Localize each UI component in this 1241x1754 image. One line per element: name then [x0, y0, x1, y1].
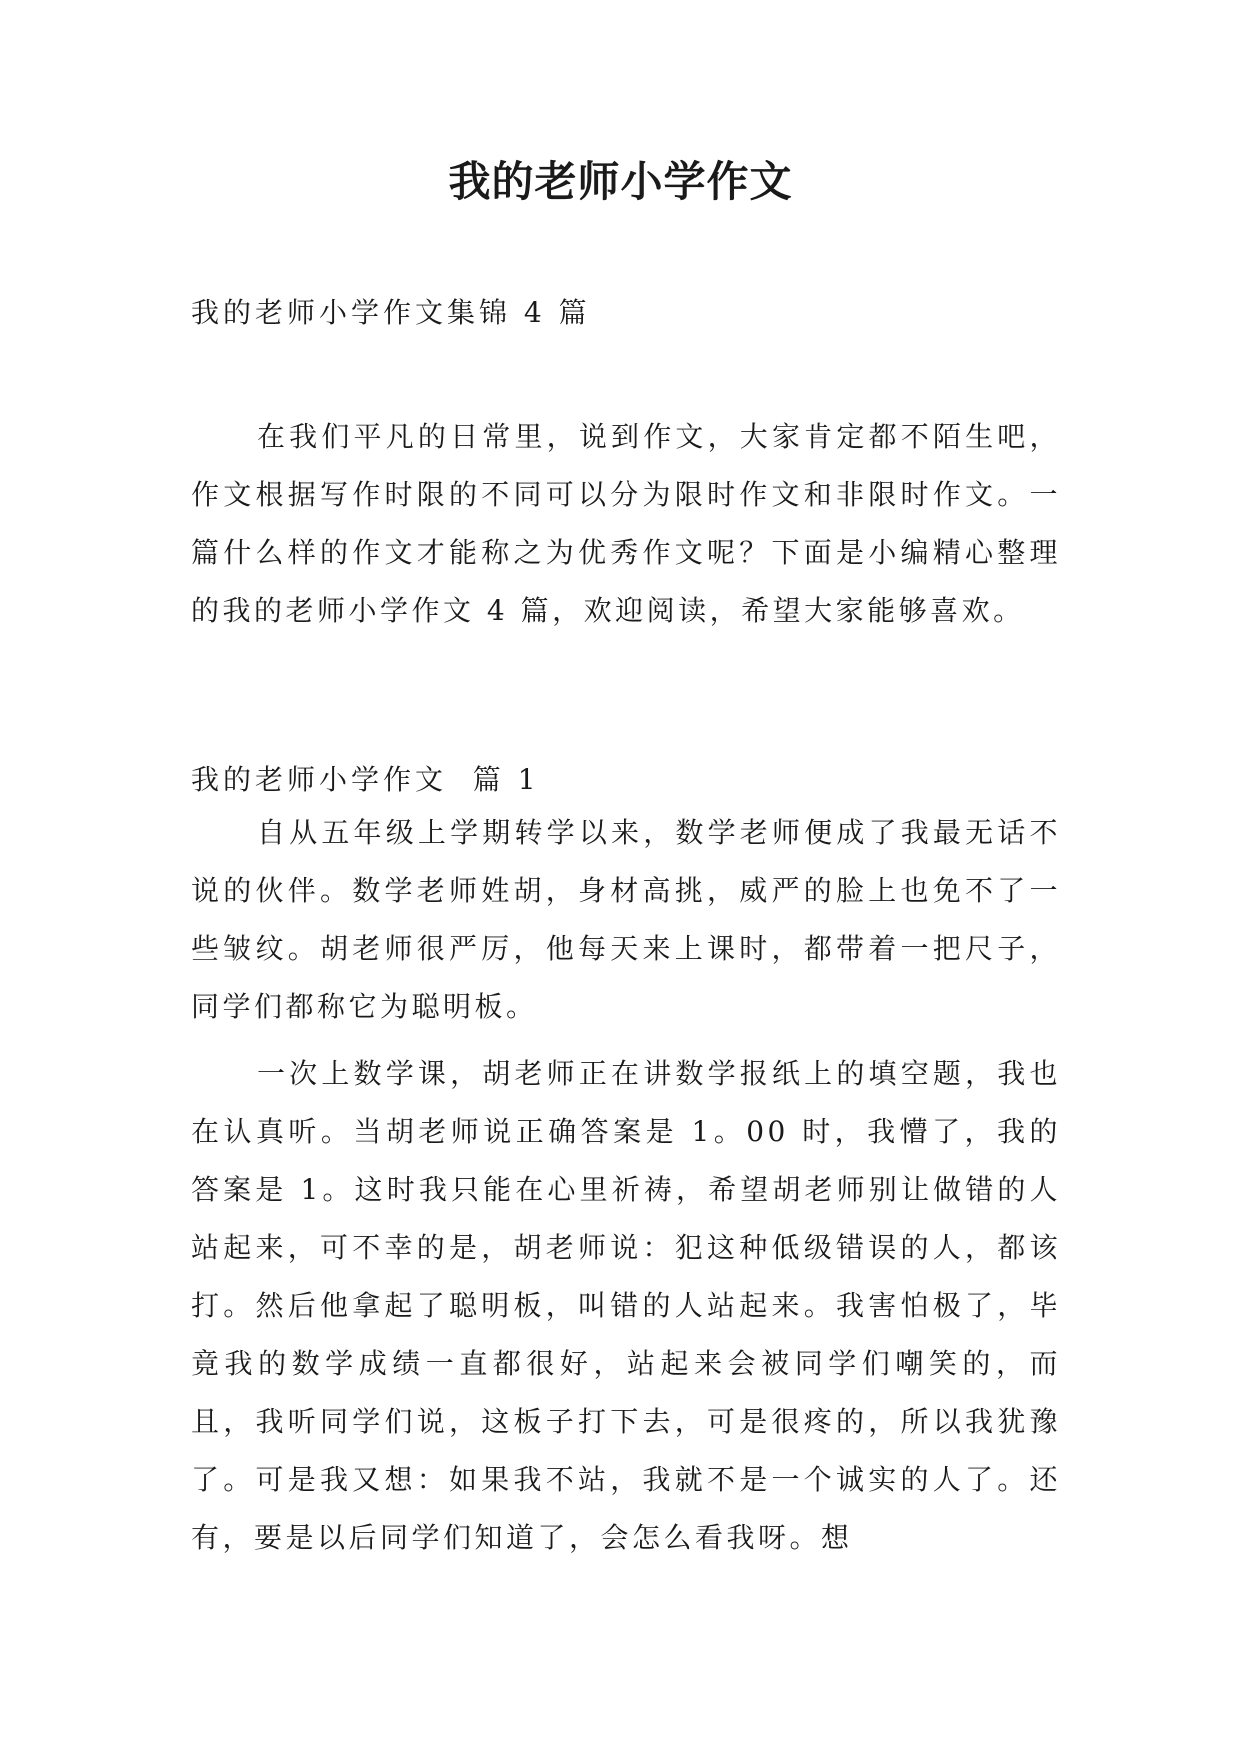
document-subtitle: 我的老师小学作文集锦 4 篇 [191, 296, 591, 329]
document-title: 我的老师小学作文 [448, 157, 793, 206]
section-heading: 我的老师小学作文 篇 1 [191, 763, 540, 796]
body-paragraph: 一次上数学课，胡老师正在讲数学报纸上的填空题，我也在认真听。当胡老师说正确答案是 1。00 时，我懵了，我的答案是 1。这时我只能在心里祈祷，希望胡老师别让做错的人站起来，可不幸的是，胡老师说：犯这种低级错误的人，都该打。然后他拿起了聪明板，叫错的人站起来。我害怕极了，毕竟我的数学成绩一直都很好，站起来会被同学们嘲笑的，而且，我听同学们说，这板子打下去，可是很疼的，所以我犹豫了。可是我又想：如果我不站，我就不是一个诚实的人了。还有，要是以后同学们知道了，会怎么看我呀。想 [191, 1057, 1061, 1554]
intro-paragraph: 在我们平凡的日常里，说到作文，大家肯定都不陌生吧，作文根据写作时限的不同可以分为限时作文和非限时作文。一篇什么样的作文才能称之为优秀作文呢？下面是小编精心整理的我的老师小学作文 4 篇，欢迎阅读，希望大家能够喜欢。 [191, 420, 1061, 627]
body-paragraph: 自从五年级上学期转学以来，数学老师便成了我最无话不说的伙伴。数学老师姓胡，身材高挑，威严的脸上也免不了一些皱纹。胡老师很严厉，他每天来上课时，都带着一把尺子，同学们都称它为聪明板。 [191, 816, 1061, 1023]
